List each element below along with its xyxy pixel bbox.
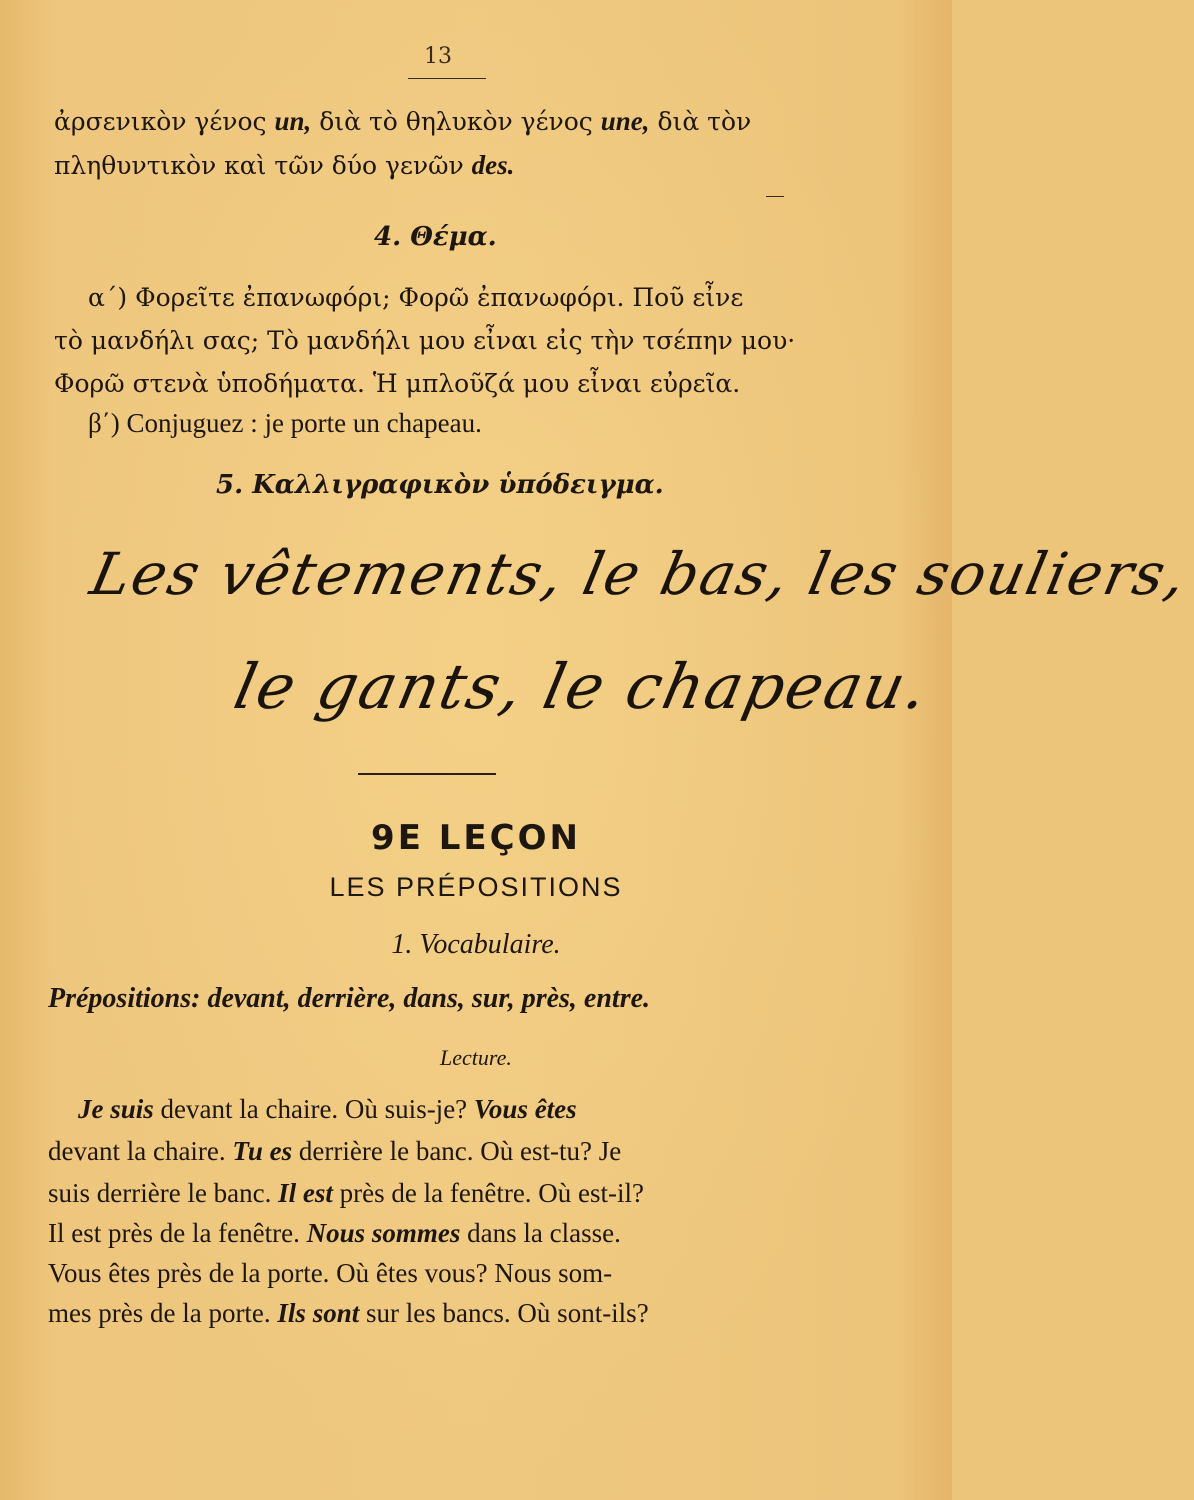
intro-greek-d: πληθυντικὸν καὶ τῶν δύο γενῶν <box>54 151 472 180</box>
reading-text: suis derrière le banc. <box>48 1178 279 1208</box>
phrase-vous-etes: Vous êtes <box>473 1094 577 1124</box>
word-un: un, <box>274 106 312 136</box>
reading-line-3 <box>48 1178 644 1208</box>
section-5-heading: 5. Καλλιγραφικὸν ὑπόδειγμα. <box>216 470 664 500</box>
reading-text: mes près de la porte. <box>48 1298 278 1328</box>
reading-text: dans la classe. <box>460 1218 621 1248</box>
prepositions-line: Prépositions: devant, derrière, dans, sur, près, entre. <box>48 983 651 1014</box>
phrase-tu-es: Tu es <box>232 1136 293 1166</box>
reading-line-4 <box>48 1218 621 1248</box>
intro-greek-a: ἀρσενικὸν γένος <box>54 107 275 136</box>
reading-line-5 <box>48 1258 612 1288</box>
margin-mark <box>766 196 784 197</box>
reading-line-1 <box>78 1094 577 1124</box>
page-number: 13 <box>424 44 452 69</box>
conjugate-line: β΄) Conjuguez : je porte un chapeau. <box>88 408 482 438</box>
exercise-line-1: α΄) Φορεῖτε ἐπανωφόρι; Φορῶ ἐπανωφόρι. Ποῦ εἶνε <box>88 283 744 312</box>
reading-text: sur les bancs. Où sont-ils? <box>359 1298 649 1328</box>
word-des: des. <box>471 150 515 180</box>
word-une: une, <box>600 106 650 136</box>
reading-text: devant la chaire. Où suis-je? <box>153 1094 474 1124</box>
intro-greek-b: διὰ τὸ θηλυκὸν γένος <box>311 107 601 136</box>
phrase-nous-sommes: Nous sommes <box>306 1218 461 1248</box>
lesson-title: 9E LEÇON <box>371 818 581 858</box>
exercise-line-3: Φορῶ στενὰ ὑποδήματα. Ἡ μπλοῦζά μου εἶναι εὐρεῖα. <box>54 369 741 398</box>
vocabulary-heading: 1. Vocabulaire. <box>391 929 561 960</box>
intro-line-2 <box>54 150 514 181</box>
calligraphy-line-2: le gants, le chapeau. <box>228 650 936 723</box>
reading-line-2 <box>48 1136 621 1166</box>
phrase-il-est: Il est <box>278 1178 333 1208</box>
section-4-heading: 4. Θέμα. <box>374 222 497 252</box>
reading-line-6 <box>48 1298 649 1328</box>
reading-text: derrière le banc. Où est-tu? Je <box>292 1136 622 1166</box>
phrase-je-suis: Je suis <box>78 1094 154 1124</box>
intro-greek-c: διὰ τὸν <box>649 107 752 136</box>
exercise-line-2: τὸ μανδήλι σας; Τὸ μανδήλι μου εἶναι εἰς τὴν τσέπην μου· <box>54 326 796 355</box>
reading-text: près de la fenêtre. Où est-il? <box>332 1178 645 1208</box>
phrase-ils-sont: Ils sont <box>277 1298 360 1328</box>
reading-heading: Lecture. <box>440 1045 512 1070</box>
intro-line-1 <box>54 106 751 137</box>
calligraphy-line-1: Les vêtements, le bas, les souliers, <box>84 540 1194 608</box>
section-divider <box>358 773 496 775</box>
reading-text: Vous êtes près de la porte. Où êtes vous? Nous som- <box>48 1258 613 1288</box>
page-number-rule <box>408 78 486 79</box>
reading-text: devant la chaire. <box>48 1136 233 1166</box>
lesson-subtitle: LES PRÉPOSITIONS <box>329 872 623 902</box>
reading-text: Il est près de la fenêtre. <box>48 1218 307 1248</box>
